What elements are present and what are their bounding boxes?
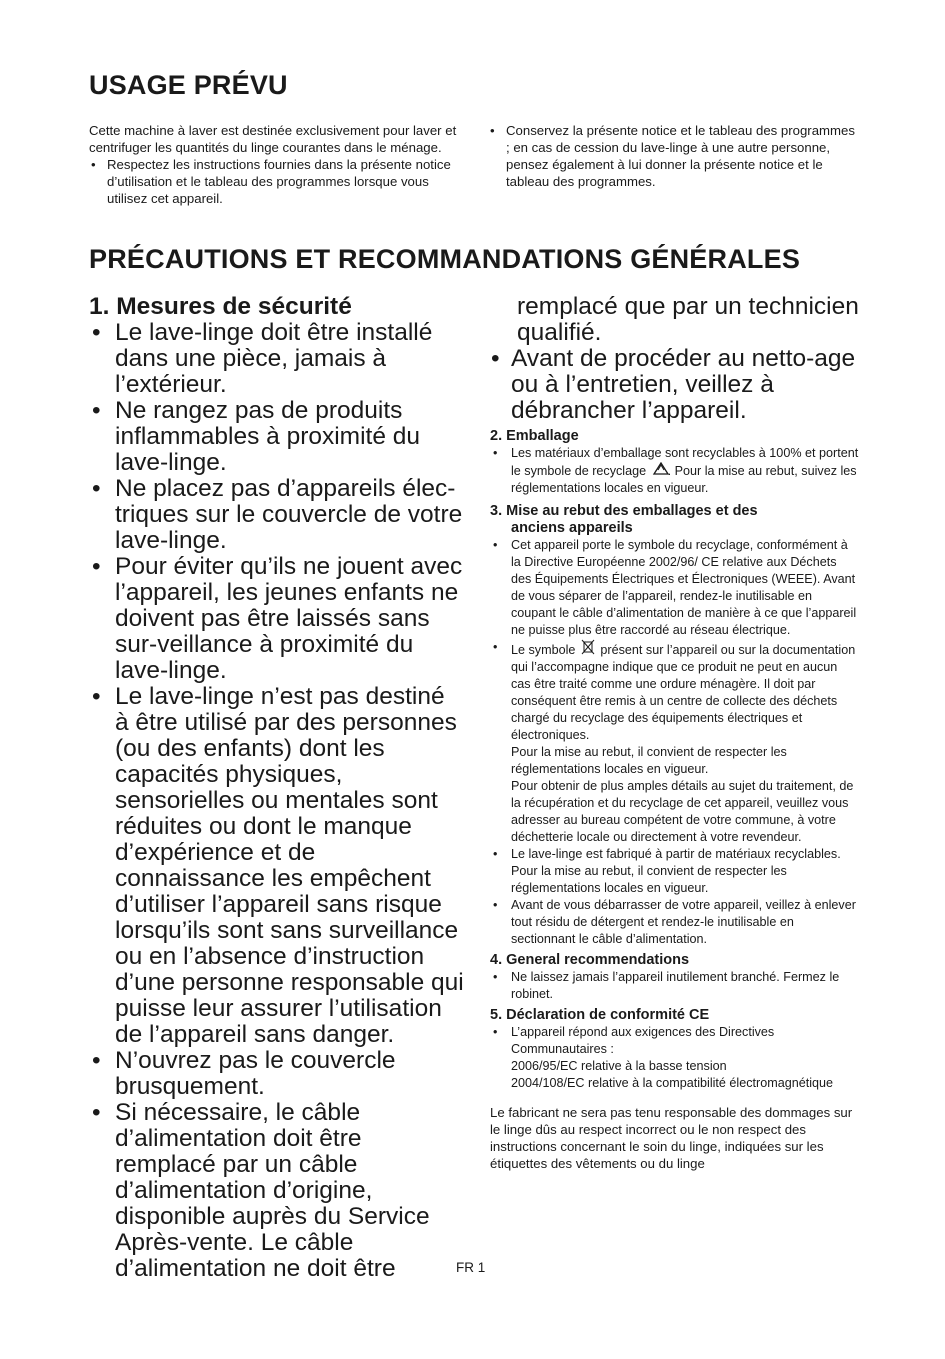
section-heading: 3. Mise au rebut des emballages et des anciens appareils <box>490 503 758 536</box>
crossed-bin-icon <box>581 639 595 651</box>
list-item: • L’appareil répond aux exigences des Directives Communautaires : 2006/95/EC relative à la basse tension 2004/108/EC relative à la compatibilité électromagnétique <box>493 1025 834 1090</box>
list-item: • Cet appareil porte le symbole du recyclage, conformément à la Directive Européenne 2002/96/ CE relative aux Déchets des Équipements Électriques et Électroniques (WEEE). Avant de vous séparer de l’appareil, rendez-le inutilisable en coupant le câble d’alimentation de manière à ce que l’appareil ne puisse plus être raccordé au réseau électrique. <box>493 538 857 637</box>
recycle-icon <box>652 462 666 474</box>
list-item: • Ne laissez jamais l’appareil inutilement branché. Fermez le robinet. <box>493 970 840 1001</box>
list-item: • Si nécessaire, le câble d’alimentation doit être remplacé par un câble d’alimentation d’origine, disponible auprès du Service Après-vente. Le câble d’alimentation ne doit être <box>92 1099 430 1282</box>
list-item: • Ne placez pas d’appareils élec-triques sur le couvercle de votre lave-linge. <box>92 475 463 554</box>
usage-right-column <box>488 122 858 190</box>
list-item: • Le lave-linge est fabriqué à partir de matériaux recyclables. Pour la mise au rebut, il convient de respecter les réglementations locales en vigueur. <box>493 847 841 895</box>
usage-title: USAGE PRÉVU <box>89 70 288 100</box>
list-item: • Avant de procéder au netto-age ou à l’entretien, veillez à débrancher l’appareil. <box>491 345 856 424</box>
list-item: • N’ouvrez pas le couvercle brusquement. <box>92 1047 396 1100</box>
list-item: • Respectez les instructions fournies dans la présente notice d’utilisation et le tableau des programmes lorsque vous utilisez cet appareil. <box>91 157 451 206</box>
continuation-text: remplacé que par un technicien qualifié. <box>517 293 859 346</box>
section-heading: 4. General recommendations <box>490 952 690 968</box>
list-item: • Le lave-linge n’est pas destiné à être utilisé par des personnes (ou des enfants) dont les capacités physiques, sensorielles ou mentales sont réduites ou dont le manque d’expérience et de connaissance les empêchent d’utiliser l’appareil sans risque lorsqu’ils sont sans surveillance ou en l’absence d’instruction d’une personne responsable qui puisse leur assurer l’utilisation de l’appareil sans danger. <box>92 683 464 1048</box>
list-item: • Ne rangez pas de produits inflammables à proximité du lave-linge. <box>92 397 421 476</box>
list-item: • Le symbole présent sur l’appareil ou sur la documentation qui l’accompagne indique que ce produit ne peut en aucun cas être traité comme une ordure ménagère. Il doit par conséquent être remis à un centre de collecte des déchets chargé du recyclage des équipements électriques et électroniques. Pour la mise au rebut, il convient de respecter les réglementations locales en vigueur. Pour obtenir de plus amples détails au sujet du traitement, de la récupération et du recyclage de cet appareil, veuillez vous adresser au bureau compétent de votre commune, à votre déchetterie locale ou directement à votre revendeur. <box>493 640 856 844</box>
recycling-sections <box>490 428 860 1172</box>
list-item: • Pour éviter qu’ils ne jouent avec l’appareil, les jeunes enfants ne doivent pas être laissés sans sur-veillance à proximité du lave-linge. <box>92 553 463 684</box>
usage-intro: Cette machine à laver est destinée exclusivement pour laver et centrifuger les quantités du linge courantes dans le ménage. <box>89 123 457 155</box>
page-number: FR 1 <box>456 1260 486 1275</box>
safety-continuation <box>491 294 861 424</box>
section-heading: 1. Mesures de sécurité <box>89 293 352 320</box>
list-item: • Les matériaux d’emballage sont recyclables à 100% et portent le symbole de recyclage . Pour la mise au rebut, suivez les réglementations locales en vigueur. <box>493 446 859 495</box>
usage-left-column <box>89 122 459 207</box>
precautions-title: PRÉCAUTIONS ET RECOMMANDATIONS GÉNÉRALES <box>89 244 801 274</box>
section-heading: 5. Déclaration de conformité CE <box>490 1007 710 1023</box>
list-item: • Avant de vous débarrasser de votre appareil, veillez à enlever tout résidu de détergent et rendez-le inutilisable en sectionnant le câble d’alimentation. <box>493 898 856 946</box>
safety-column <box>89 294 464 1282</box>
list-item: • Le lave-linge doit être installé dans une pièce, jamais à l’extérieur. <box>92 319 433 398</box>
manufacturer-note: Le fabricant ne sera pas tenu responsable des dommages sur le linge dûs au respect incorrect ou le non respect des instructions concernant le soin du linge, indiquées sur les étiquettes des vêtements ou du linge <box>490 1105 853 1171</box>
section-heading: 2. Emballage <box>490 428 579 444</box>
list-item: • Conservez la présente notice et le tableau des programmes ; en cas de cession du lave-linge à une autre personne, pensez également à lui donner la présente notice et le tableau des programmes. <box>490 123 855 189</box>
